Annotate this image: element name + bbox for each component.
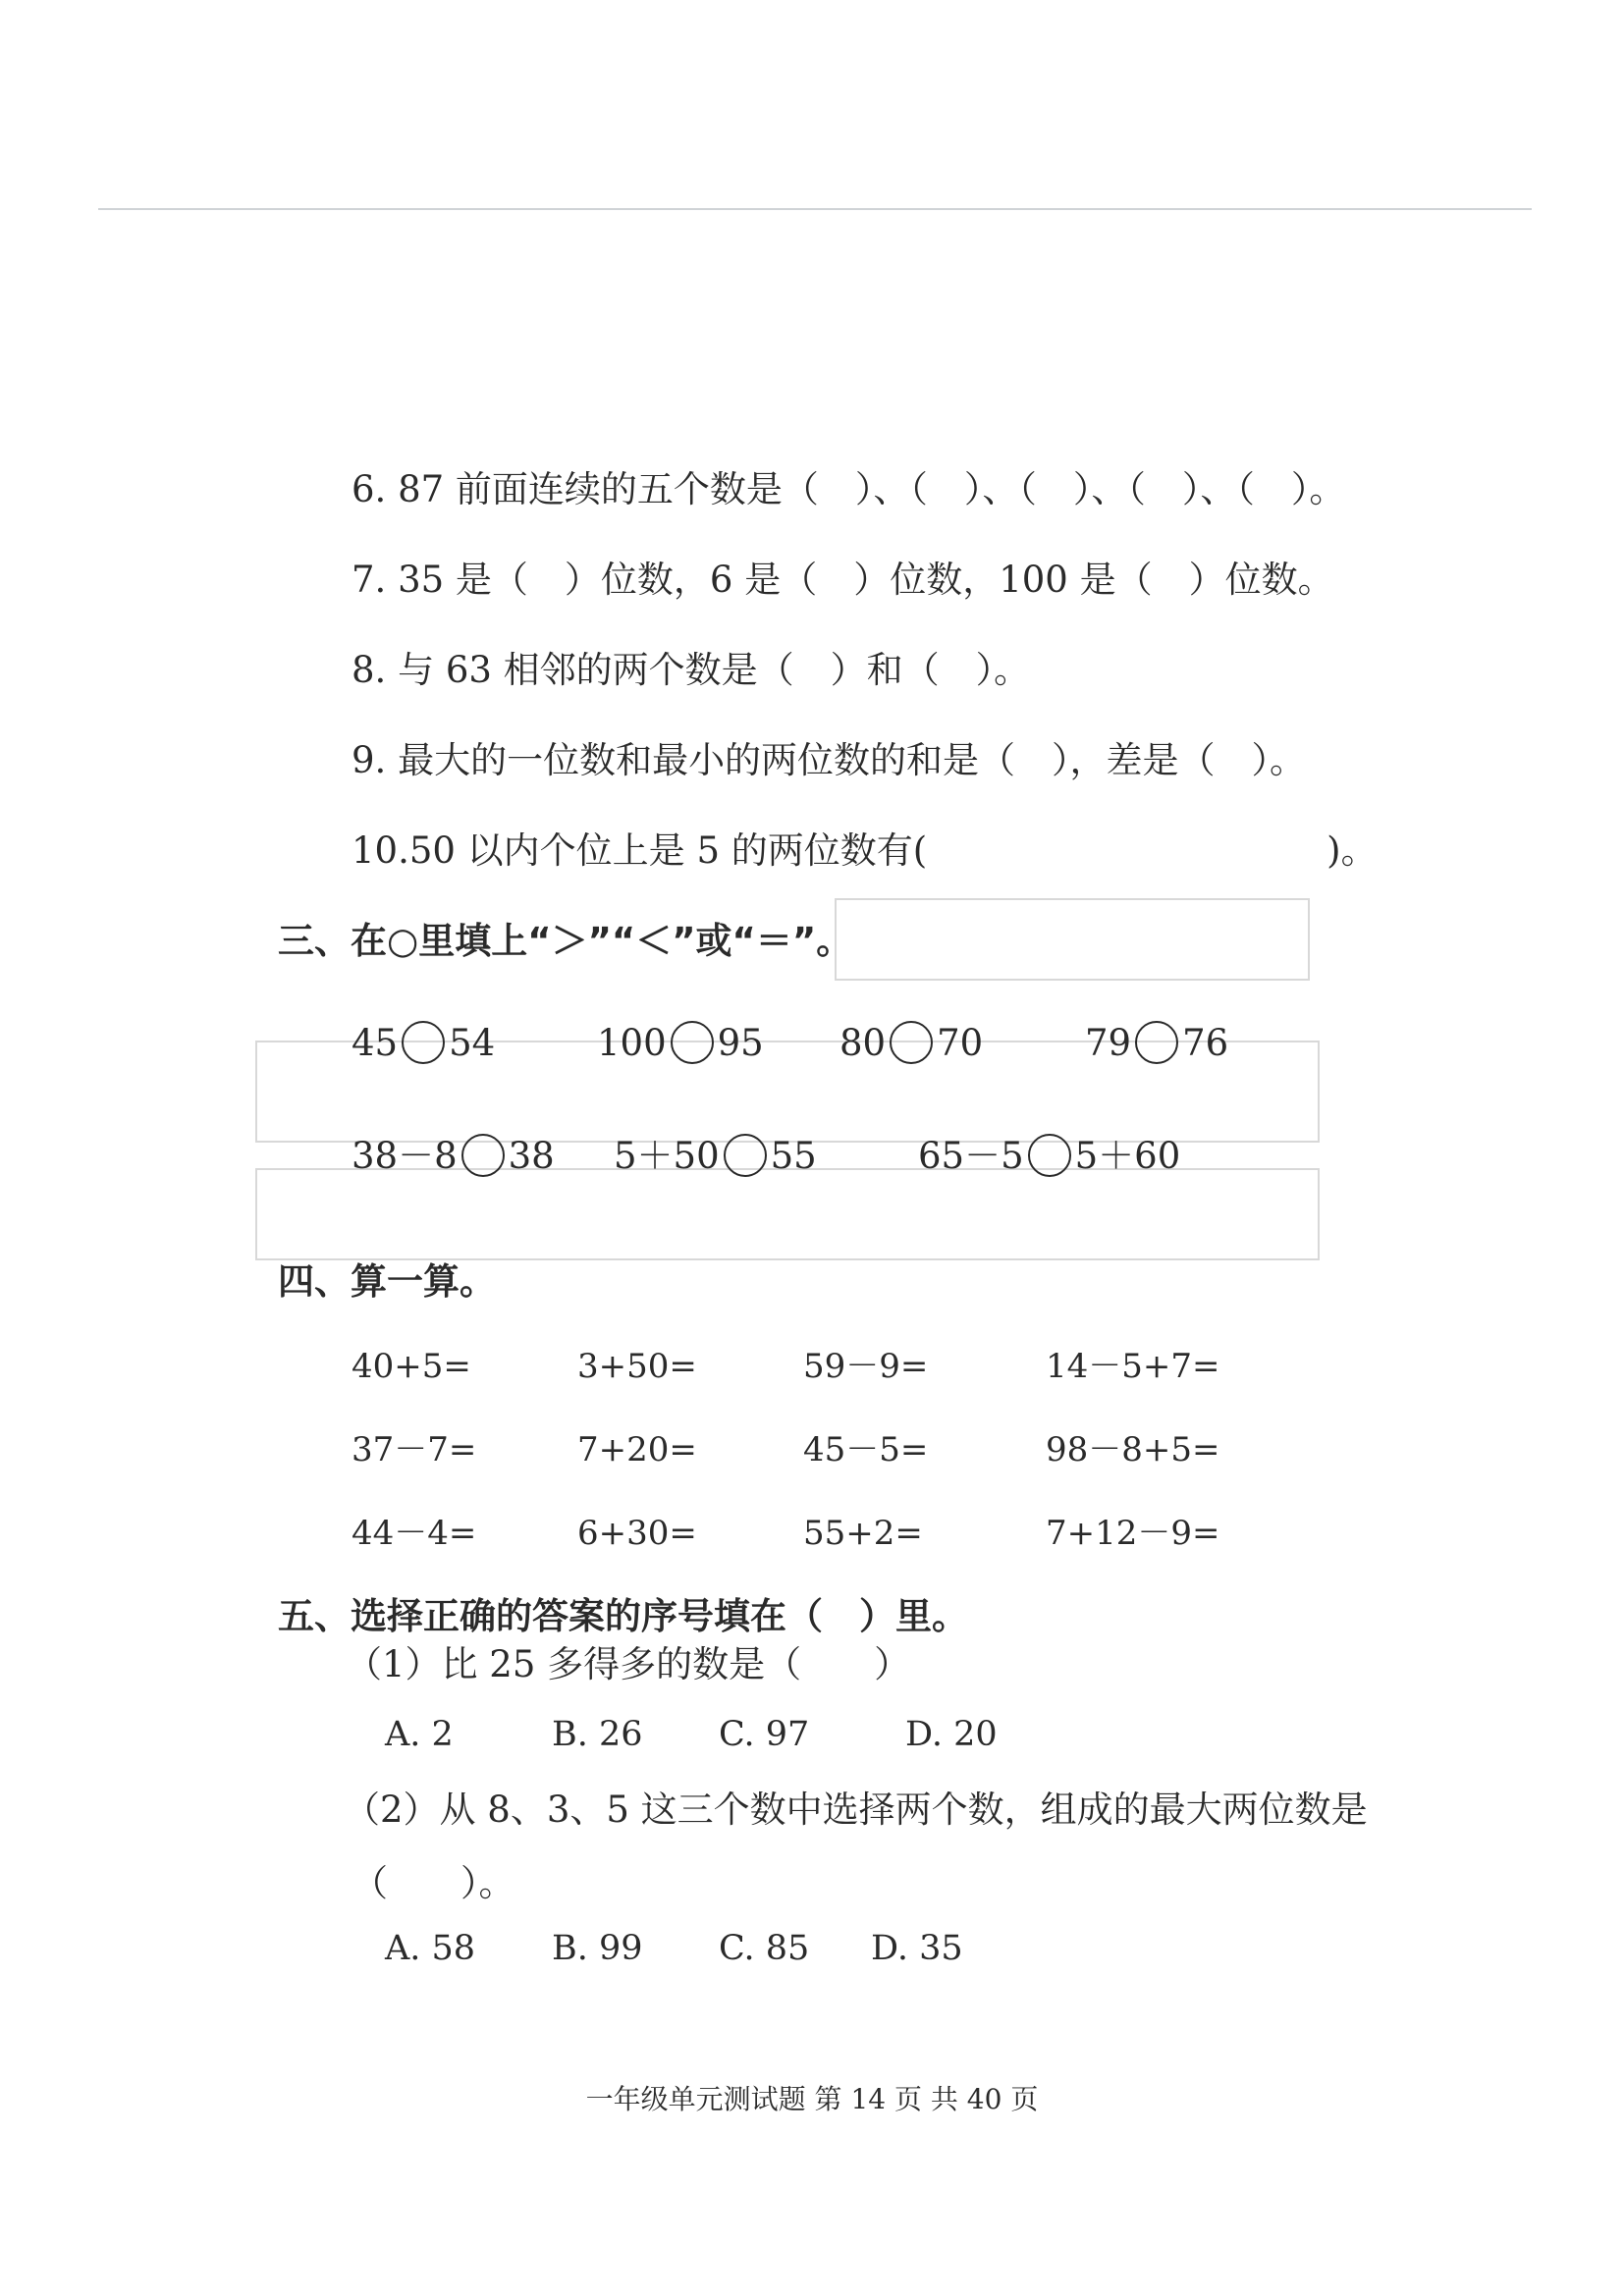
compare-left: 80	[839, 1021, 887, 1064]
compare-right: 5＋60	[1074, 1134, 1181, 1177]
compare-left: 100	[597, 1021, 667, 1064]
choice-option: A. 2	[385, 1715, 454, 1754]
top-rule	[98, 208, 1532, 210]
choice-option: C. 97	[719, 1715, 810, 1754]
compare-left: 65－5	[918, 1134, 1024, 1177]
compare-right: 76	[1182, 1021, 1229, 1064]
compare-circle[interactable]	[461, 1134, 505, 1177]
compare-item	[352, 1021, 495, 1064]
compare-right: 55	[770, 1134, 817, 1177]
question-10: 10.50 以内个位上是 5 的两位数有( )。	[352, 829, 1378, 872]
compare-left: 5＋50	[614, 1134, 720, 1177]
compare-circle[interactable]	[402, 1021, 445, 1064]
compare-item	[1085, 1021, 1228, 1064]
choice-option: C. 85	[719, 1929, 810, 1968]
compare-item	[352, 1134, 555, 1177]
calc-item: 7+20=	[577, 1430, 697, 1469]
choice-option: A. 58	[385, 1929, 476, 1968]
choice-question-1: （1）比 25 多得多的数是（ ）	[346, 1643, 911, 1685]
compare-item	[614, 1134, 817, 1177]
section-5-title: 五、选择正确的答案的序号填在（ ）里。	[278, 1595, 968, 1637]
choice-option: B. 26	[552, 1715, 643, 1754]
choice-question-2-blank: （ ）。	[352, 1862, 515, 1904]
page-footer: 一年级单元测试题 第 14 页 共 40 页	[585, 2083, 1039, 2115]
section-4-title: 四、算一算。	[278, 1260, 496, 1303]
compare-item	[839, 1021, 983, 1064]
calc-item: 44－4=	[352, 1514, 477, 1553]
question-7: 7. 35 是（ ）位数，6 是（ ）位数，100 是（ ）位数。	[352, 559, 1334, 601]
calc-item: 40+5=	[352, 1347, 471, 1386]
compare-circle[interactable]	[1028, 1134, 1071, 1177]
compare-item	[597, 1021, 764, 1064]
compare-left: 45	[352, 1021, 399, 1064]
question-9: 9. 最大的一位数和最小的两位数的和是（ ），差是（ ）。	[352, 739, 1307, 781]
bleed-through-table	[835, 898, 1310, 981]
calc-item: 98－8+5=	[1046, 1430, 1220, 1469]
compare-right: 38	[508, 1134, 555, 1177]
choice-question-2: （2）从 8、3、5 这三个数中选择两个数，组成的最大两位数是	[344, 1789, 1368, 1831]
section-3-title: 三、在○里填上“＞”“＜”或“＝”。	[278, 920, 853, 962]
calc-item: 14－5+7=	[1046, 1347, 1220, 1386]
compare-right: 54	[449, 1021, 496, 1064]
choice-option: D. 20	[905, 1715, 998, 1754]
choice-option: D. 35	[871, 1929, 963, 1968]
calc-item: 55+2=	[803, 1514, 923, 1553]
compare-circle[interactable]	[1135, 1021, 1178, 1064]
compare-circle[interactable]	[890, 1021, 933, 1064]
bleed-through-table	[255, 1168, 1320, 1260]
calc-item: 3+50=	[577, 1347, 697, 1386]
compare-circle[interactable]	[671, 1021, 714, 1064]
question-8: 8. 与 63 相邻的两个数是（ ）和（ ）。	[352, 649, 1031, 691]
calc-item: 7+12－9=	[1046, 1514, 1220, 1553]
compare-circle[interactable]	[724, 1134, 767, 1177]
calc-item: 6+30=	[577, 1514, 697, 1553]
compare-right: 95	[717, 1021, 764, 1064]
calc-item: 45－5=	[803, 1430, 929, 1469]
compare-right: 70	[937, 1021, 984, 1064]
compare-left: 38－8	[352, 1134, 458, 1177]
calc-item: 37－7=	[352, 1430, 477, 1469]
compare-item	[918, 1134, 1180, 1177]
question-6: 6. 87 前面连续的五个数是（ ）、（ ）、（ ）、（ ）、（ ）。	[352, 468, 1346, 510]
calc-item: 59－9=	[803, 1347, 929, 1386]
choice-option: B. 99	[552, 1929, 643, 1968]
compare-left: 79	[1085, 1021, 1132, 1064]
